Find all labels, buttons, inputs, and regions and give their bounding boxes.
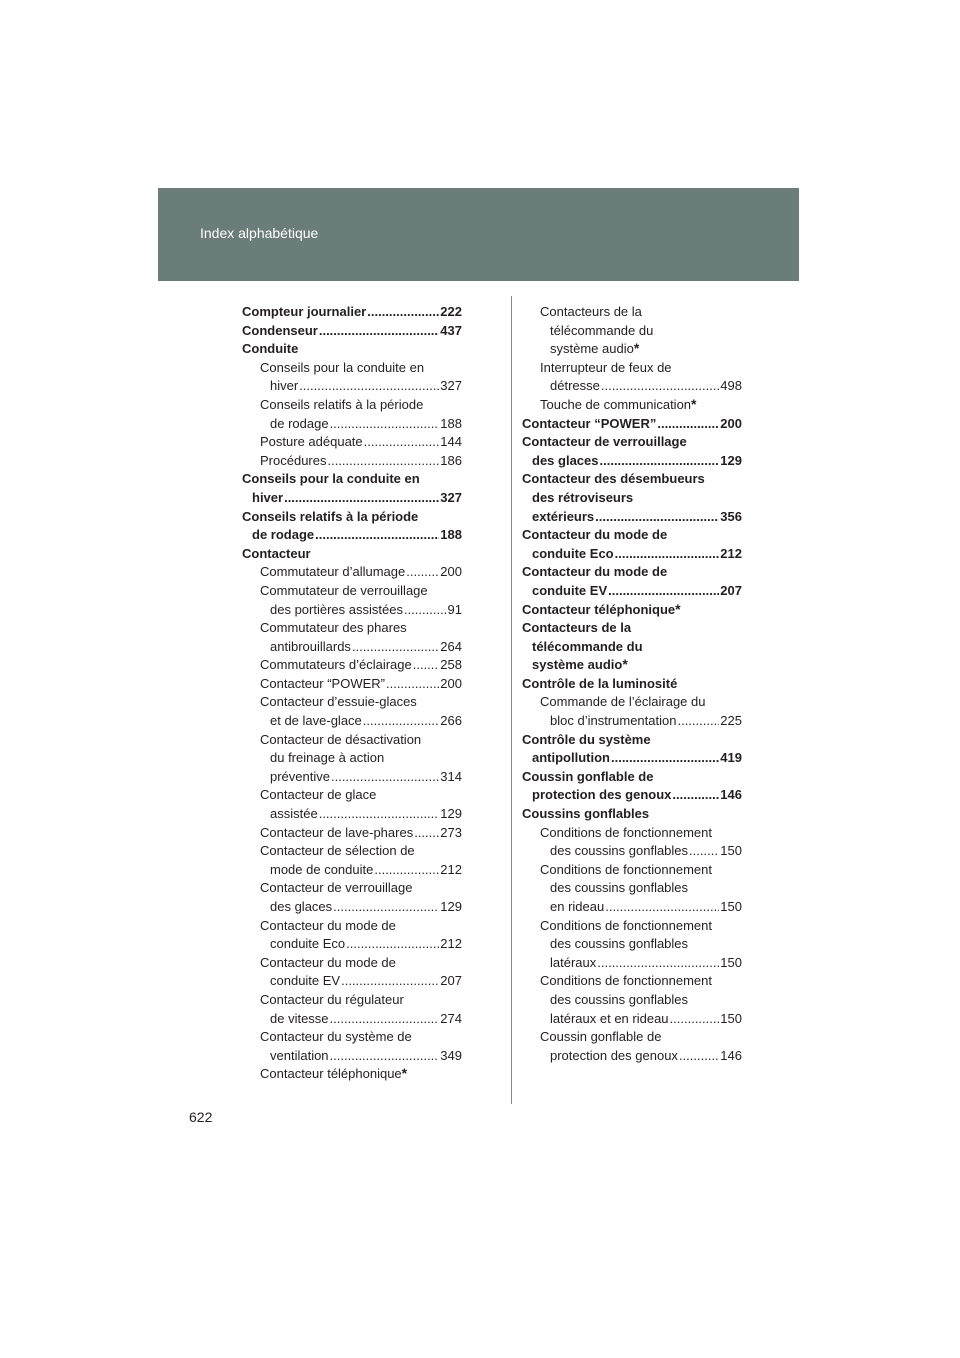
index-entry <box>522 935 742 954</box>
index-entry: Touche de communication * <box>522 396 742 415</box>
entry-page: 200 <box>440 675 462 691</box>
index-entry <box>242 433 462 452</box>
entry-page: 327 <box>440 378 462 394</box>
entry-text: bloc d’instrumentation <box>550 713 677 729</box>
dot-leader <box>374 861 439 880</box>
entry-page: 212 <box>440 936 462 952</box>
index-entry <box>522 619 742 638</box>
entry-text: Contacteur du mode de <box>522 527 668 543</box>
entry-page: 419 <box>720 750 742 766</box>
entry-text: mode de conduite <box>270 861 374 877</box>
entry-text: Contacteur “POWER” <box>522 415 657 431</box>
entry-text: détresse <box>550 378 600 394</box>
index-entry <box>242 824 462 843</box>
index-entry <box>522 954 742 973</box>
dot-leader <box>413 656 440 675</box>
index-entry <box>522 638 742 657</box>
index-entry <box>242 452 462 471</box>
index-entry <box>522 1028 742 1047</box>
entry-text: hiver <box>270 378 299 394</box>
dot-leader <box>330 415 440 434</box>
entry-page: 349 <box>440 1047 462 1063</box>
entry-page: 150 <box>720 1010 742 1026</box>
index-entry <box>522 898 742 917</box>
entry-text: protection des genoux <box>532 787 672 803</box>
index-entry <box>242 879 462 898</box>
entry-text: Coussin gonflable de <box>540 1029 662 1045</box>
entry-page: 150 <box>720 954 742 970</box>
index-entry <box>242 508 462 527</box>
entry-text: du freinage à action <box>270 750 385 766</box>
index-entry <box>242 526 462 545</box>
entry-text: Contacteur “POWER” <box>260 675 385 691</box>
index-entry <box>522 917 742 936</box>
entry-page: 314 <box>440 768 462 784</box>
entry-page: 212 <box>720 545 742 561</box>
index-entry <box>522 582 742 601</box>
entry-text: Contacteur de verrouillage <box>260 880 413 896</box>
dot-leader <box>364 433 440 452</box>
index-entry <box>522 768 742 787</box>
entry-text: Contacteur du mode de <box>260 917 396 933</box>
dot-leader <box>672 786 719 805</box>
header-band <box>158 188 799 281</box>
index-entry <box>242 563 462 582</box>
entry-page: 200 <box>440 564 462 580</box>
dot-leader <box>284 489 439 508</box>
entry-page: 91 <box>447 601 462 617</box>
dot-leader <box>319 322 439 341</box>
entry-text: Contacteur <box>242 545 311 561</box>
entry-text: des glaces <box>270 899 333 914</box>
entry-text: latéraux et en rideau <box>550 1010 669 1026</box>
dot-leader <box>670 1010 720 1029</box>
entry-text: Procédures <box>260 452 327 468</box>
entry-text: Conditions de fonctionnement <box>540 973 713 989</box>
entry-text: conduite Eco <box>532 545 614 561</box>
index-entry <box>522 991 742 1010</box>
index-entry <box>242 656 462 675</box>
entry-page: 437 <box>440 322 462 338</box>
index-entry <box>242 470 462 489</box>
index-entry <box>242 1047 462 1066</box>
entry-text: des coussins gonflables <box>550 880 689 896</box>
index-entry: Contacteur téléphonique * <box>522 601 742 620</box>
index-entry <box>522 749 742 768</box>
index-entry <box>522 303 742 322</box>
index-entry <box>242 582 462 601</box>
entry-text: système audio <box>550 341 634 357</box>
entry-text: Coussins gonflables <box>522 806 650 822</box>
dot-leader <box>601 377 719 396</box>
entry-text: antibrouillards <box>270 638 351 654</box>
entry-text: Condenseur <box>242 322 318 338</box>
dot-leader <box>367 303 439 322</box>
entry-text: Conseils pour la conduite en <box>242 471 420 487</box>
entry-page: 207 <box>720 582 742 598</box>
index-entry <box>522 433 742 452</box>
index-entry <box>242 545 462 564</box>
index-entry <box>242 898 462 917</box>
dot-leader <box>404 601 447 620</box>
entry-text: télécommande du <box>550 322 654 338</box>
entry-text: Contacteur d’essuie-glaces <box>260 694 417 710</box>
entry-text: Touche de communication <box>540 396 692 412</box>
entry-text: de rodage <box>270 415 329 431</box>
index-entry <box>522 1047 742 1066</box>
entry-text: Contacteur de sélection de <box>260 843 415 859</box>
entry-text: Compteur journalier <box>242 304 367 319</box>
section-title: Index alphabétique <box>200 225 319 241</box>
entry-text: des glaces <box>532 452 599 468</box>
entry-page: 150 <box>720 899 742 914</box>
entry-text: en rideau <box>550 899 605 914</box>
index-entry <box>242 768 462 787</box>
entry-text: antipollution <box>532 750 610 766</box>
dot-leader <box>677 712 719 731</box>
entry-text: Posture adéquate <box>260 434 363 450</box>
entry-text: Commutateurs d’éclairage <box>260 657 412 673</box>
entry-page: 356 <box>720 508 742 524</box>
dot-leader <box>315 526 439 545</box>
entry-text: Contacteur du mode de <box>522 564 668 580</box>
index-entry <box>242 322 462 341</box>
entry-page: 266 <box>440 713 462 729</box>
entry-page: 498 <box>720 378 742 394</box>
index-entry <box>522 842 742 861</box>
entry-page: 188 <box>440 415 462 431</box>
index-entry <box>242 1010 462 1029</box>
index-entry <box>242 377 462 396</box>
index-entry <box>242 842 462 861</box>
index-entry <box>242 638 462 657</box>
entry-text: conduite EV <box>532 582 608 598</box>
dot-leader <box>346 935 439 954</box>
entry-text: Contrôle du système <box>522 731 651 747</box>
column-divider <box>511 296 512 1104</box>
index-entry <box>522 322 742 341</box>
index-entry <box>242 340 462 359</box>
dot-leader <box>611 749 719 768</box>
page-number: 622 <box>189 1109 213 1125</box>
entry-page: 188 <box>440 527 462 543</box>
index-entry <box>242 786 462 805</box>
index-entry <box>522 415 742 434</box>
entry-text: des coussins gonflables <box>550 936 689 952</box>
index-entry <box>242 359 462 378</box>
index-entry: système audio * <box>522 656 742 675</box>
index-entry <box>522 693 742 712</box>
entry-page: 146 <box>720 1047 742 1063</box>
entry-text: Contacteur du mode de <box>260 954 396 970</box>
dot-leader <box>319 805 440 824</box>
entry-text: de rodage <box>252 527 315 543</box>
entry-text: Contrôle de la luminosité <box>522 675 678 691</box>
index-entry <box>242 1028 462 1047</box>
dot-leader <box>330 1047 440 1066</box>
index-entry <box>242 749 462 768</box>
entry-text: Contacteur téléphonique <box>522 601 676 617</box>
index-entry <box>242 693 462 712</box>
entry-page: 212 <box>440 861 462 877</box>
dot-leader <box>595 508 719 527</box>
entry-page: 225 <box>720 713 742 729</box>
index-entry <box>522 861 742 880</box>
dot-leader <box>331 768 439 787</box>
entry-text: Contacteur des désembueurs <box>522 471 705 487</box>
index-entry <box>522 786 742 805</box>
dot-leader <box>299 377 439 396</box>
entry-text: Contacteurs de la <box>540 304 642 319</box>
entry-text: Conditions de fonctionnement <box>540 824 713 840</box>
entry-text: Coussin gonflable de <box>522 768 654 784</box>
entry-text: Conseils relatifs à la période <box>242 508 419 524</box>
entry-text: préventive <box>270 768 330 784</box>
index-column-right <box>522 303 742 1065</box>
entry-page: 258 <box>440 657 462 673</box>
index-entry <box>242 954 462 973</box>
dot-leader <box>615 545 720 564</box>
entry-text: des rétroviseurs <box>532 489 634 505</box>
entry-text: Contacteur de verrouillage <box>522 434 687 450</box>
index-entry <box>522 824 742 843</box>
index-entry <box>242 731 462 750</box>
entry-text: Commande de l’éclairage du <box>540 694 706 710</box>
dot-leader <box>414 824 439 843</box>
dot-leader <box>330 1010 440 1029</box>
index-entry <box>522 452 742 471</box>
index-entry <box>522 1010 742 1029</box>
index-entry <box>522 508 742 527</box>
entry-page: 144 <box>440 434 462 450</box>
index-entry <box>522 470 742 489</box>
entry-text: Conseils relatifs à la période <box>260 396 424 412</box>
entry-text: des coussins gonflables <box>550 843 689 859</box>
index-entry <box>522 359 742 378</box>
entry-text: télécommande du <box>532 638 643 654</box>
index-entry <box>242 972 462 991</box>
entry-text: ventilation <box>270 1047 329 1063</box>
index-column-left <box>242 303 462 1084</box>
entry-text: Interrupteur de feux de <box>540 359 672 375</box>
entry-text: Conditions de fonctionnement <box>540 861 713 877</box>
entry-text: Commutateur d’allumage <box>260 564 406 580</box>
index-entry <box>522 712 742 731</box>
index-entry <box>242 303 462 322</box>
dot-leader <box>597 954 719 973</box>
index-entry <box>522 805 742 824</box>
dot-leader <box>608 582 719 601</box>
entry-text: de vitesse <box>270 1010 329 1026</box>
entry-text: conduite Eco <box>270 936 346 952</box>
dot-leader <box>657 415 719 434</box>
entry-text: Contacteurs de la <box>522 620 632 636</box>
dot-leader <box>352 638 439 657</box>
entry-text: Commutateur de verrouillage <box>260 582 428 598</box>
entry-text: Commutateur des phares <box>260 620 407 636</box>
dot-leader <box>600 452 720 471</box>
entry-text: Contacteur de désactivation <box>260 731 422 747</box>
entry-text: Conseils pour la conduite en <box>260 359 425 375</box>
index-entry <box>242 935 462 954</box>
entry-text: Conditions de fonctionnement <box>540 917 713 933</box>
index-entry <box>522 675 742 694</box>
index-entry <box>242 991 462 1010</box>
entry-page: 222 <box>440 304 462 319</box>
entry-text: des portières assistées <box>270 601 403 617</box>
entry-text: conduite EV <box>270 973 341 989</box>
entry-page: 186 <box>440 452 462 468</box>
dot-leader <box>689 842 719 861</box>
entry-text: des coussins gonflables <box>550 991 689 1007</box>
entry-page: 207 <box>440 973 462 989</box>
entry-text: latéraux <box>550 954 597 970</box>
index-entry <box>242 415 462 434</box>
index-entry: Contacteur téléphonique * <box>242 1065 462 1084</box>
entry-text: Contacteur du système de <box>260 1029 412 1045</box>
entry-text: assistée <box>270 806 318 822</box>
index-entry <box>522 545 742 564</box>
entry-page: 274 <box>440 1010 462 1026</box>
index-entry <box>242 396 462 415</box>
entry-text: hiver <box>252 489 284 505</box>
entry-text: et de lave-glace <box>270 713 362 729</box>
entry-text: Contacteur de glace <box>260 787 377 803</box>
entry-page: 200 <box>720 415 742 431</box>
entry-text: Contacteur du régulateur <box>260 991 404 1007</box>
index-entry <box>522 489 742 508</box>
index-entry <box>522 879 742 898</box>
entry-page: 129 <box>440 899 462 914</box>
dot-leader <box>327 452 439 471</box>
entry-page: 150 <box>720 843 742 859</box>
entry-text: Contacteur téléphonique <box>260 1066 402 1082</box>
entry-page: 273 <box>440 824 462 840</box>
index-entry <box>242 675 462 694</box>
index-entry <box>242 861 462 880</box>
entry-page: 327 <box>440 489 462 505</box>
index-entry <box>242 489 462 508</box>
index-entry <box>522 377 742 396</box>
entry-text: extérieurs <box>532 508 595 524</box>
entry-text: Contacteur de lave-phares <box>260 824 414 840</box>
index-entry <box>522 972 742 991</box>
entry-page: 129 <box>440 806 462 822</box>
index-entry <box>242 601 462 620</box>
entry-page: 264 <box>440 638 462 654</box>
index-entry <box>522 731 742 750</box>
entry-text: Conduite <box>242 341 299 357</box>
dot-leader <box>386 675 439 694</box>
index-entry <box>242 805 462 824</box>
entry-page: 129 <box>720 452 742 468</box>
dot-leader <box>363 712 440 731</box>
index-entry: système audio * <box>522 340 742 359</box>
index-entry <box>242 712 462 731</box>
entry-text: protection des genoux <box>550 1047 678 1063</box>
dot-leader <box>406 563 439 582</box>
entry-text: système audio <box>532 657 623 673</box>
dot-leader <box>333 898 439 917</box>
dot-leader <box>679 1047 719 1066</box>
index-entry <box>242 619 462 638</box>
index-entry <box>522 526 742 545</box>
dot-leader <box>605 898 719 917</box>
index-entry <box>242 917 462 936</box>
index-entry <box>522 563 742 582</box>
entry-page: 146 <box>720 787 742 803</box>
dot-leader <box>341 972 439 991</box>
